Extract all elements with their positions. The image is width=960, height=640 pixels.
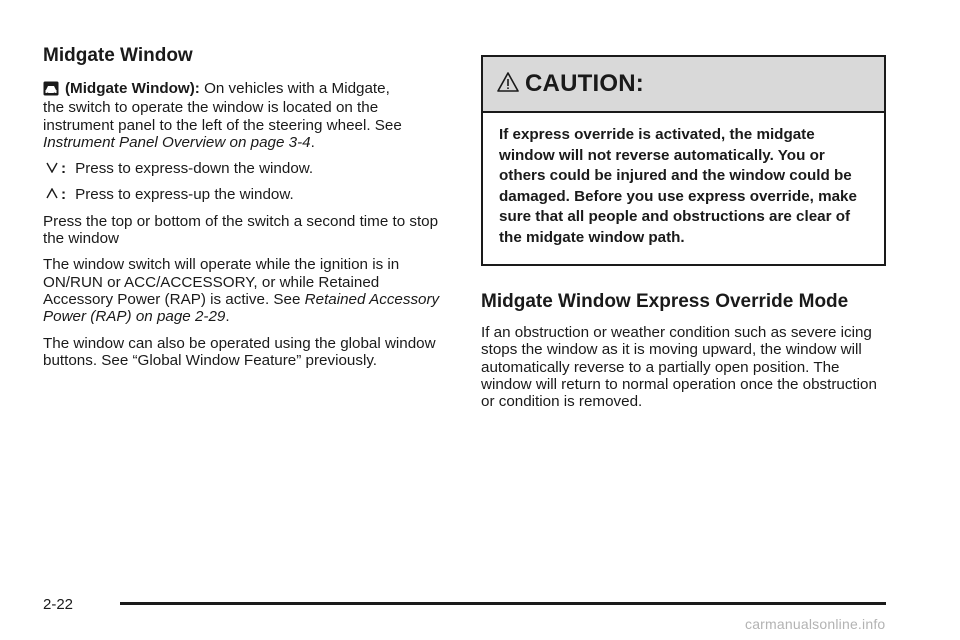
chevron-down-icon bbox=[43, 162, 61, 173]
intro-end: . bbox=[310, 133, 315, 151]
paragraph-express-override: If an obstruction or weather condition such as severe icing stops the window as it is moving upward, the window will automatically reverse to a partially open position. The window will return to normal operation once the obstruction or condition is removed. bbox=[481, 324, 877, 411]
paragraph-global-buttons: The window can also be operated using the global window buttons. See “Global Window Feature” previously. bbox=[43, 334, 436, 369]
caution-text: If express override is activated, the midgate window will not reverse automatically. You or others could be injured and the window could be damaged. Before you use express override, make sure that all people and obstructions are clear of the midgate window path. bbox=[499, 126, 857, 246]
left-column bbox=[43, 44, 441, 378]
para2-end: . bbox=[225, 308, 230, 326]
item-colon: : bbox=[61, 186, 67, 204]
intro-paragraph bbox=[43, 99, 441, 151]
page-number: 2-22 bbox=[43, 596, 74, 613]
intro-cross-reference: Instrument Panel Overview on page 3-4 bbox=[43, 133, 311, 151]
item-text: Press to express-down the window. bbox=[75, 160, 314, 178]
chevron-up-icon bbox=[43, 188, 61, 199]
item-text: Press to express-up the window. bbox=[75, 186, 294, 204]
intro-text-first: On vehicles with a Midgate, bbox=[204, 80, 390, 97]
paragraph-stop-window: Press the top or bottom of the switch a second time to stop the window bbox=[43, 212, 439, 248]
list-item-express-up bbox=[43, 186, 441, 203]
section-heading-midgate-window: Midgate Window bbox=[43, 45, 193, 66]
caution-header bbox=[483, 57, 884, 113]
caution-box bbox=[481, 55, 886, 266]
rap-cross-reference: Retained Accessory Power (RAP) on page 2-29 bbox=[43, 290, 440, 326]
footer-rule bbox=[120, 602, 886, 605]
caution-title: CAUTION: bbox=[525, 70, 644, 97]
item-colon: : bbox=[61, 160, 67, 178]
section-heading-express-override: Midgate Window Express Override Mode bbox=[481, 291, 849, 312]
intro-row bbox=[43, 80, 441, 97]
intro-label: (Midgate Window): bbox=[65, 80, 200, 97]
paragraph-ignition bbox=[43, 256, 441, 325]
midgate-window-icon bbox=[43, 81, 59, 96]
warning-triangle-icon bbox=[497, 71, 519, 98]
right-column bbox=[481, 55, 886, 419]
list-item-express-down bbox=[43, 160, 441, 177]
watermark: carmanualsonline.info bbox=[745, 616, 886, 632]
para2-text: The window switch will operate while the ignition is in ON/RUN or ACC/ACCESSORY, or while Retained Accessory Power (RAP) is active. See bbox=[43, 256, 400, 308]
intro-text-rest: the switch to operate the window is located on the instrument panel to the left of the steering wheel. See bbox=[43, 99, 402, 134]
